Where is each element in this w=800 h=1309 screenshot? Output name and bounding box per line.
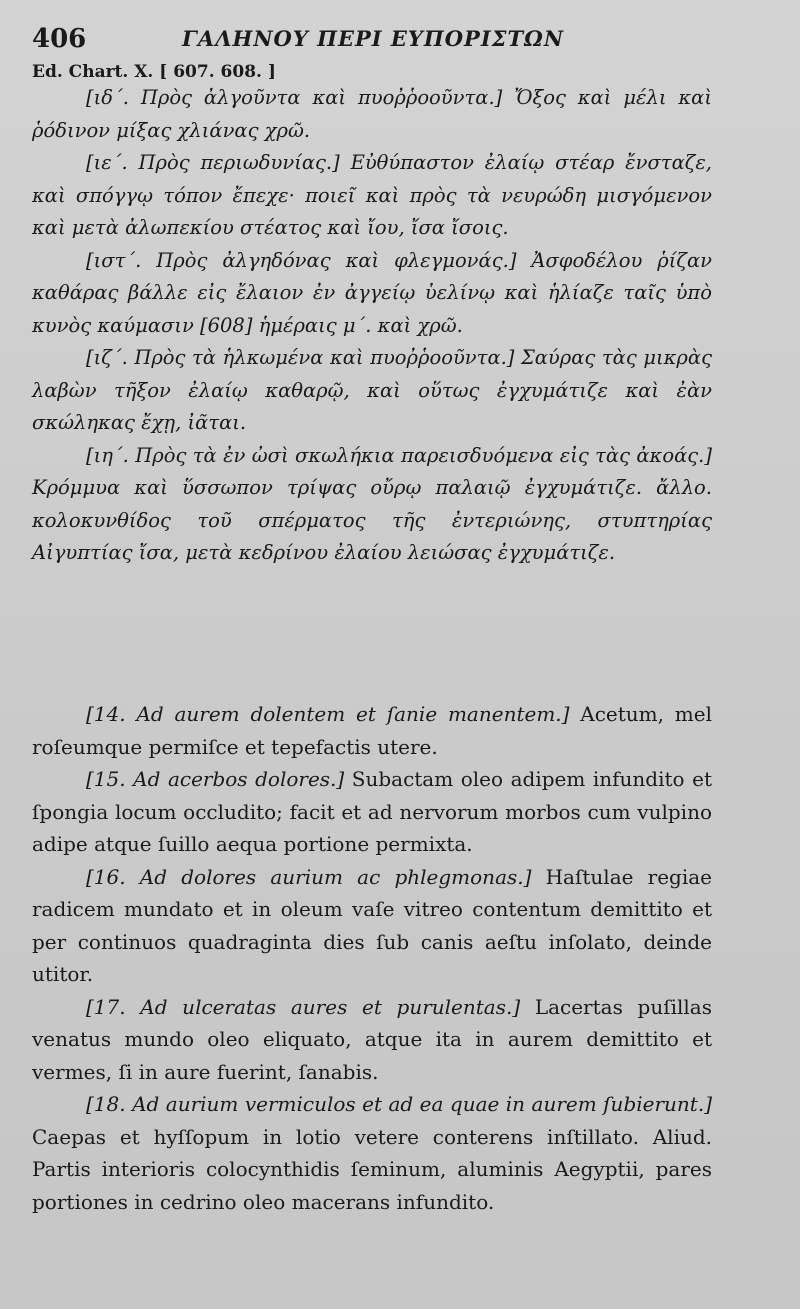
latin-text-block [32, 698, 712, 1218]
greek-body: Εὐθύπαστον ἐλαίῳ στέαρ ἔνσταζε, καὶ σπόγγῳ τόπον ἔπεχε· ποιεῖ καὶ πρὸς τὰ νευρώδη μισγόμενον καὶ μετὰ ἀλωπεκίου στέατος καὶ ἴου, ἴσα ἴσοις. [32, 151, 712, 239]
latin-heading: [17. Ad ulceratas aures et purulentas.] [86, 994, 521, 1019]
greek-heading: [ιζ΄. Πρὸς τὰ ἡλκωμένα καὶ πυοῤῥοοῦντα.] [86, 346, 515, 369]
latin-body: Haſtulae regiae radicem mundato et in oleum vaſe vitreo contentum demittito et per continuos quadraginta dies ſub canis aeſtu inſolato, deinde utitor. [32, 864, 712, 986]
page-header [32, 24, 760, 58]
edition-reference: Ed. Chart. X. [ 607. 608. ] [32, 62, 276, 82]
latin-heading: [18. Ad aurium vermiculos et ad ea quae in aurem ſubierunt.] [86, 1092, 712, 1116]
running-title: ΓΑΛΗΝΟΥ ΠΕΡΙ ΕΥΠΟΡΙΣΤΩΝ [182, 26, 565, 51]
greek-text-block [32, 82, 712, 570]
latin-body: Subactam oleo adipem infundito et ſpongia locum occludito; facit et ad nervorum morbos cum vulpino adipe atque ſuillo aequa portione permixta. [32, 767, 712, 856]
greek-paragraph-16 [32, 245, 712, 343]
latin-paragraph-16 [32, 861, 712, 991]
latin-body: Caepas et hyſſopum in lotio vetere conterens inſtillato. Aliud. Partis interioris colocynthidis ſeminum, aluminis Aegyptii, pares portiones in cedrino oleo macerans infundito. [32, 1124, 712, 1214]
latin-body: Acetum, mel roſeumque permiſce et tepefactis utere. [32, 702, 712, 759]
greek-body: Σαύρας τὰς μικρὰς λαβὼν τῆξον ἐλαίῳ καθαρῷ, καὶ οὕτως ἐγχυμάτιζε καὶ ἐὰν σκώληκας ἔχῃ, ἰᾶται. [32, 346, 712, 434]
latin-paragraph-18 [32, 1088, 712, 1218]
greek-body: Κρόμμυα καὶ ὕσσωπον τρίψας οὔρῳ παλαιῷ ἐγχυμάτιζε. ἄλλο. κολοκυνθίδος τοῦ σπέρματος τῆς ἐντεριώνης, στυπτηρίας Αἰγυπτίας ἴσα, μετὰ κεδρίνου ἐλαίου λειώσας ἐγχυμάτιζε. [32, 476, 712, 564]
latin-body: Lacertas puſillas venatus mundo oleo eliquato, atque ita in aurem demittito et vermes, ſi in aure fuerint, ſanabis. [32, 994, 712, 1084]
greek-paragraph-17 [32, 342, 712, 440]
latin-paragraph-17 [32, 991, 712, 1089]
greek-paragraph-18 [32, 440, 712, 570]
latin-paragraph-15 [32, 763, 712, 861]
greek-heading: [ιε΄. Πρὸς περιωδυνίας.] [86, 151, 340, 174]
latin-paragraph-14 [32, 698, 712, 763]
greek-paragraph-15 [32, 147, 712, 245]
greek-body: Ὄξος καὶ μέλι καὶ ῥόδινον μίξας χλιάνας χρῶ. [32, 86, 712, 142]
greek-heading: [ιστ΄. Πρὸς ἀλγηδόνας καὶ φλεγμονάς.] [86, 248, 517, 272]
greek-body: Ἀσφοδέλου ῥίζαν καθάρας βάλλε εἰς ἔλαιον ἐν ἀγγείῳ ὑελίνῳ καὶ ἡλίαζε ταῖς ὑπὸ κυνὸς καύμασιν [608] ἡμέραις μ΄. καὶ χρῶ. [32, 248, 712, 337]
page-number: 406 [32, 24, 87, 54]
greek-heading: [ιη΄. Πρὸς τὰ ἐν ὠσὶ σκωλήκια παρεισδυόμενα εἰς τὰς ἀκοάς.] [86, 443, 712, 467]
greek-heading: [ιδ΄. Πρὸς ἀλγοῦντα καὶ πυοῤῥοοῦντα.] [86, 86, 503, 109]
latin-heading: [16. Ad dolores aurium ac phlegmonas.] [86, 864, 532, 889]
latin-heading: [15. Ad acerbos dolores.] [86, 767, 345, 791]
greek-paragraph-14 [32, 82, 712, 147]
latin-heading: [14. Ad aurem dolentem et ſanie manentem.] [86, 702, 570, 726]
